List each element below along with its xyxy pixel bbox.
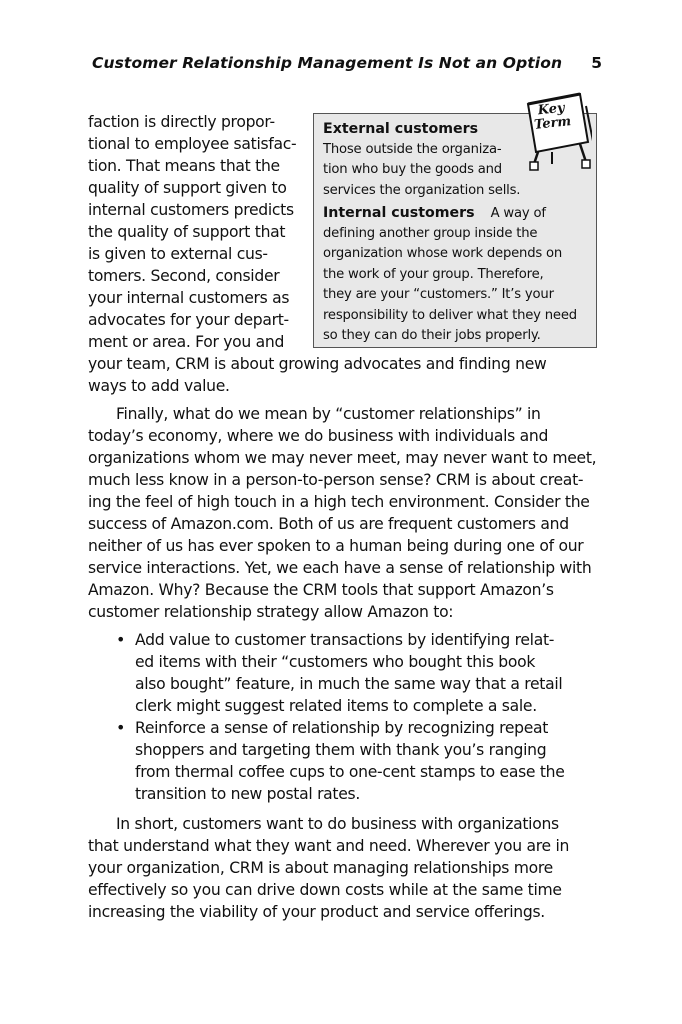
text-line: In short, customers want to do business with organizations — [116, 815, 559, 833]
key-term-definition-line: tion who buy the goods and — [323, 162, 502, 177]
key-term-definition-line: services the organization sells. — [323, 182, 521, 198]
key-term-definition-line: defining another group inside the — [323, 225, 538, 241]
text-line: the quality of support that — [88, 223, 286, 241]
text-line: tion. That means that the — [88, 157, 280, 175]
text-line: Amazon. Why? Because the CRM tools that support Amazon’s — [88, 581, 554, 599]
text-line: tional to employee satisfac- — [88, 135, 297, 153]
text-line: shoppers and targeting them with thank you’s ranging — [135, 741, 547, 759]
text-line: is given to external cus- — [88, 245, 268, 263]
key-term-definition-line: so they can do their jobs properly. — [323, 328, 541, 343]
key-term-definition-line: responsibility to deliver what they need — [323, 307, 577, 323]
text-line: your team, CRM is about growing advocates and finding new — [88, 355, 547, 373]
key-term-definition-line: the work of your group. Therefore, — [323, 266, 544, 282]
text-line: transition to new postal rates. — [135, 785, 361, 803]
key-term-icon-word-key: Key — [537, 100, 566, 119]
bullet-icon: • — [116, 630, 126, 649]
bullet-list — [116, 629, 596, 805]
key-term-title: External customers — [323, 121, 479, 137]
page-number: 5 — [591, 54, 602, 72]
text-line: that understand what they want and need. Wherever you are in — [88, 837, 570, 855]
text-line: Add value to customer transactions by identifying relat- — [135, 631, 555, 649]
text-line: ways to add value. — [88, 377, 230, 395]
key-term-definition-line: organization whose work depends on — [323, 246, 563, 261]
running-head — [92, 54, 602, 78]
body-paragraph-1 — [88, 111, 600, 397]
text-line: your organization, CRM is about managing relationships more — [88, 859, 553, 877]
body-paragraph-2 — [88, 403, 600, 623]
key-term-title: Internal customers — [323, 205, 475, 221]
body-paragraph-3 — [88, 813, 600, 923]
text-line: much less know in a person-to-person sense? CRM is about creat- — [88, 471, 584, 489]
text-line: quality of support given to — [88, 179, 287, 197]
key-term-definition-line: Those outside the organiza- — [323, 141, 502, 157]
list-item — [116, 717, 596, 805]
text-line: customer relationship strategy allow Amazon to: — [88, 603, 454, 621]
text-line: neither of us has ever spoken to a human being during one of our — [88, 537, 584, 555]
chapter-running-title: Customer Relationship Management Is Not an Option — [92, 54, 563, 72]
text-line: advocates for your depart- — [88, 311, 289, 329]
text-line: increasing the viability of your product and service offerings. — [88, 903, 545, 921]
text-line: your internal customers as — [88, 289, 290, 307]
key-term-definition-line: A way of — [490, 206, 546, 221]
text-line: Reinforce a sense of relationship by recognizing repeat — [135, 719, 549, 737]
list-item — [116, 629, 596, 717]
text-line: success of Amazon.com. Both of us are frequent customers and — [88, 515, 569, 533]
text-line: effectively so you can drive down costs while at the same time — [88, 881, 562, 899]
bullet-icon: • — [116, 718, 126, 737]
text-line: from thermal coffee cups to one-cent stamps to ease the — [135, 763, 565, 781]
text-line: internal customers predicts — [88, 201, 294, 219]
text-line: organizations whom we may never meet, may never want to meet, — [88, 449, 597, 467]
key-term-definition-line: they are your “customers.” It’s your — [323, 287, 554, 302]
text-line: tomers. Second, consider — [88, 267, 280, 285]
text-line: ed items with their “customers who bought this book — [135, 653, 536, 671]
text-line: service interactions. Yet, we each have a sense of relationship with — [88, 559, 592, 577]
text-line: ment or area. For you and — [88, 333, 285, 351]
text-line: today’s economy, where we do business with individuals and — [88, 427, 549, 445]
text-line: clerk might suggest related items to complete a sale. — [135, 697, 537, 715]
text-line: ing the feel of high touch in a high tech environment. Consider the — [88, 493, 590, 511]
text-line: also bought” feature, in much the same way that a retail — [135, 675, 563, 693]
key-term-icon-word-term: Term — [533, 114, 572, 133]
text-line: Finally, what do we mean by “customer relationships” in — [116, 405, 541, 423]
text-line: faction is directly propor- — [88, 113, 275, 131]
